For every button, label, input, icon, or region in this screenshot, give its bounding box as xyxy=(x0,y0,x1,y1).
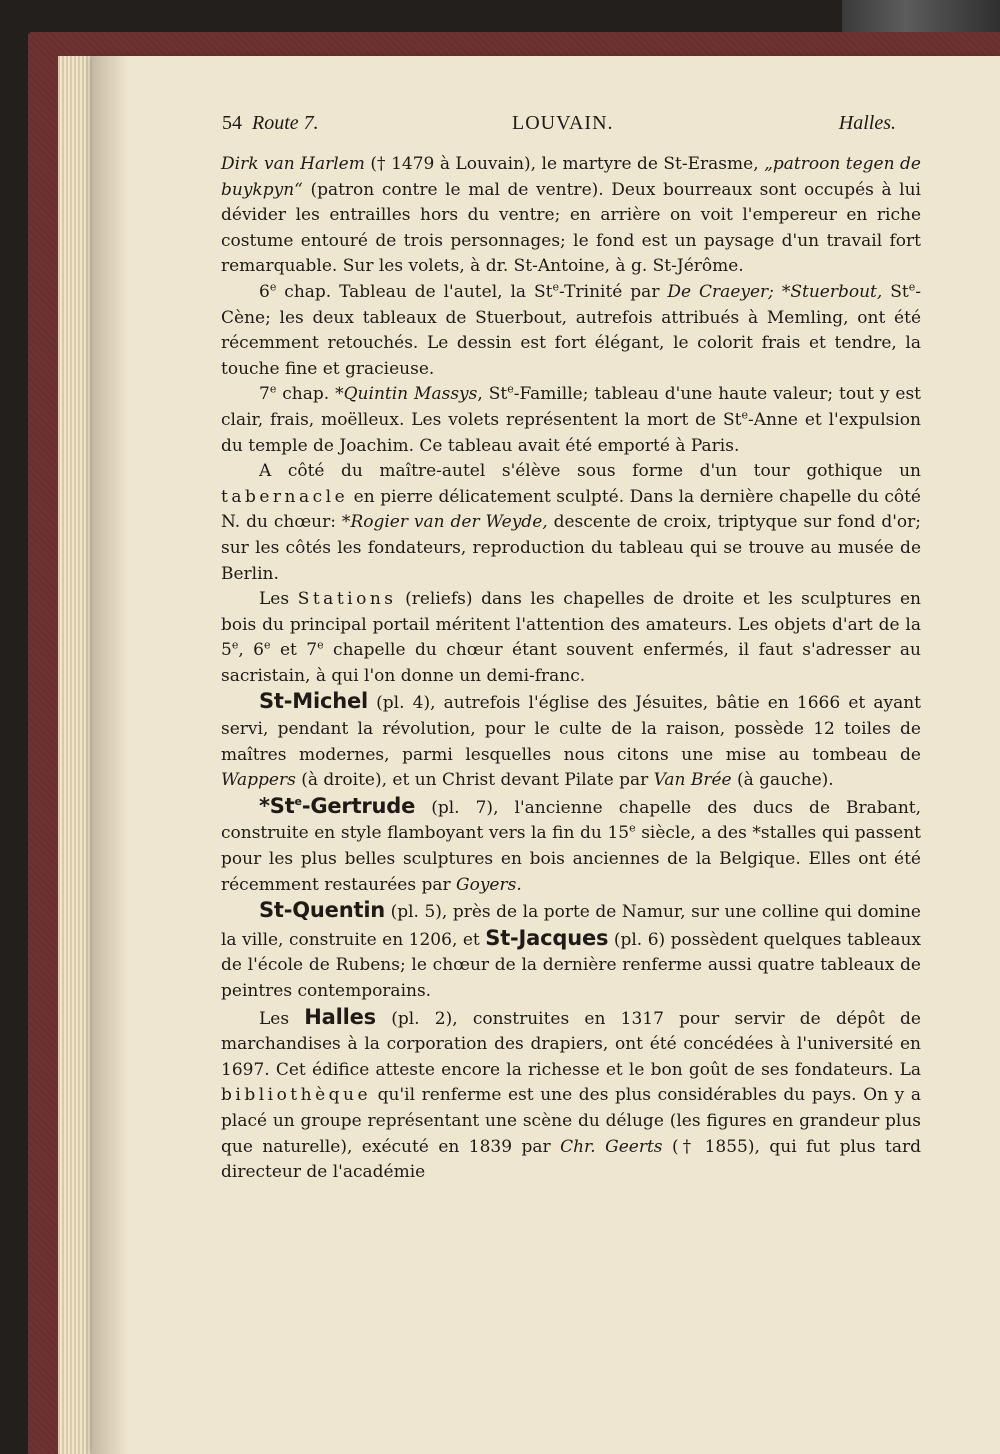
superscript: e xyxy=(908,280,916,294)
route-label: Route 7. xyxy=(252,112,319,134)
text-run: 6 xyxy=(259,281,270,302)
text-run: chap. * xyxy=(276,384,344,405)
spaced-term: Stations xyxy=(297,589,397,610)
artist-name: Van Brée xyxy=(653,770,732,791)
text-run: (reliefs) dans les chapelles de droite et les sculptures en bois du principal portail méritent l'attention des amateurs. Les objets d'art de la 5 xyxy=(221,589,922,661)
text-run: qu'il renferme est une des plus considérables du pays. On y a placé un groupe représentant une scène du déluge (les figures en grandeur plus que naturelle), exécuté en 1839 par xyxy=(221,1085,921,1157)
text-run: (pl. 5), près de la porte de Namur, sur une colline qui domine la ville, construite en 1206, et xyxy=(221,902,921,950)
page-title: LOUVAIN. xyxy=(512,112,614,134)
paragraph-halles xyxy=(221,1005,921,1186)
text-run: Les xyxy=(259,1008,305,1029)
paragraph-st-michel xyxy=(221,689,921,793)
superscript: e xyxy=(231,638,239,652)
text-run: (à gauche). xyxy=(731,770,834,791)
text-run: chap. Tableau de l'autel, la St xyxy=(276,281,553,302)
text-run: († 1479 à Louvain), le martyre de St-Erasme, xyxy=(364,154,765,174)
church-heading: St-Michel xyxy=(259,689,369,714)
text-run: et 7 xyxy=(270,640,318,661)
text-run: (pl. 6) possèdent quelques tableaux de l'école de Rubens; le chœur de la dernière renferme aussi quatre tableaux de peintres contemporains. xyxy=(221,929,921,1001)
artist-name: Dirk van Harlem xyxy=(221,154,365,174)
quote: „patroon tegen de buykpyn“ xyxy=(221,154,921,200)
gutter-shadow xyxy=(92,56,128,1454)
superscript: e xyxy=(269,382,277,396)
spaced-term: tabernacle xyxy=(221,486,349,507)
artist-name: Quintin Massys xyxy=(343,384,478,405)
text-run: -Anne et l'expulsion du temple de Joachim. Ce tableau avait été emporté à Paris. xyxy=(221,409,921,456)
superscript: e xyxy=(294,794,302,808)
spaced-term: bibliothèque xyxy=(221,1085,372,1106)
text-run: siècle, a des *stalles qui passent pour les plus belles sculptures en bois anciennes de la Belgique. Elles ont été récemment restaurées par xyxy=(221,823,921,895)
artist-name: Stuerbout, xyxy=(790,281,883,302)
text-run: , St xyxy=(477,384,508,405)
superscript: e xyxy=(317,638,324,652)
superscript: e xyxy=(507,382,514,396)
body-text xyxy=(221,152,921,1186)
text-run: descente de croix, triptyque sur fond d'or; sur les côtés les fondateurs, reproduction du tableau qui se trouve au musée de Berlin. xyxy=(221,512,922,584)
artist-name: Wappers xyxy=(221,770,296,791)
heading-text: *St xyxy=(259,793,295,818)
artist-name: Goyers. xyxy=(456,874,522,895)
artist-name: De Craeyer; xyxy=(667,281,774,302)
text-run: -Trinité par xyxy=(559,281,668,302)
text-run: (pl. 2), construites en 1317 pour servir de dépôt de marchandises à la corporation des drapiers, ont été concédées à l'université en 1697. Cet édifice atteste encore la richesse et le bon goût de ses fondateurs. La xyxy=(221,1008,921,1080)
paragraph-ste-gertrude xyxy=(221,794,921,898)
text-run: (pl. 7), l'ancienne chapelle des ducs de Brabant, construite en style flamboyant vers la fin du 15 xyxy=(221,797,921,844)
church-heading: St-Quentin xyxy=(259,898,386,923)
paragraph-6e-chapelle xyxy=(221,280,921,382)
text-run: en pierre délicatement sculpté. Dans la dernière chapelle du côté N. du chœur: * xyxy=(221,486,921,533)
paragraph-st-quentin xyxy=(221,898,921,1004)
section-label: Halles. xyxy=(838,112,896,134)
artist-name: Rogier van der Weyde, xyxy=(350,512,548,533)
church-heading xyxy=(259,794,415,818)
running-head xyxy=(222,112,922,142)
text-run: chapelle du chœur étant souvent enfermés, il faut s'adresser au sacristain, à qui l'on donne un demi-franc. xyxy=(221,640,921,686)
text-run: , 6 xyxy=(238,640,264,661)
superscript: e xyxy=(269,280,277,294)
text-run: -Cène; les deux tableaux de Stuerbout, autrefois attribués à Memling, ont été récemment retouchés. Le dessin est fort élégant, le colorit frais et tendre, la touche fine et gracieuse. xyxy=(221,281,921,379)
text-run: (pl. 4), autrefois l'église des Jésuites, bâtie en 1666 et ayant servi, pendant la révolution, pour le culte de la raison, possède 12 toiles de maîtres modernes, parmi lesquelles nous citons une mise au tombeau de xyxy=(221,693,921,765)
text-run: († 1855), qui fut plus tard directeur de l'académie xyxy=(221,1136,921,1183)
text-run: (à droite), et un Christ devant Pilate par xyxy=(295,770,654,791)
text-run: A côté du maître-autel s'élève sous forme d'un tour gothique un xyxy=(259,461,921,482)
superscript: e xyxy=(264,638,271,652)
church-heading: St-Jacques xyxy=(485,925,609,950)
paragraph-stations xyxy=(221,587,921,689)
artist-name: Chr. Geerts xyxy=(560,1136,663,1157)
text-run: 7 xyxy=(259,384,270,405)
paragraph-tabernacle xyxy=(221,459,921,587)
paragraph-7e-chapelle xyxy=(221,382,921,459)
text-run: * xyxy=(773,281,791,302)
superscript: e xyxy=(741,408,748,422)
text-run: St xyxy=(882,281,909,302)
superscript: e xyxy=(629,821,636,835)
building-heading: Halles xyxy=(304,1004,376,1029)
text-run: -Famille; tableau d'une haute valeur; tout y est clair, frais, moëlleux. Les volets représentent la mort de St xyxy=(221,384,921,430)
superscript: e xyxy=(552,280,560,294)
text-run: (patron contre le mal de ventre). Deux bourreaux sont occupés à lui dévider les entrailles hors du ventre; en arrière on voit l'empereur en riche costume entouré de trois personnages; le fond est un paysage d'un travail fort remarquable. Sur les volets, à dr. St-Antoine, à g. St-Jérôme. xyxy=(221,179,921,277)
page-number: 54 xyxy=(222,112,242,134)
heading-text: -Gertrude xyxy=(301,793,416,818)
text-run: Les xyxy=(259,589,298,610)
paragraph-dirk-van-harlem xyxy=(221,152,921,280)
